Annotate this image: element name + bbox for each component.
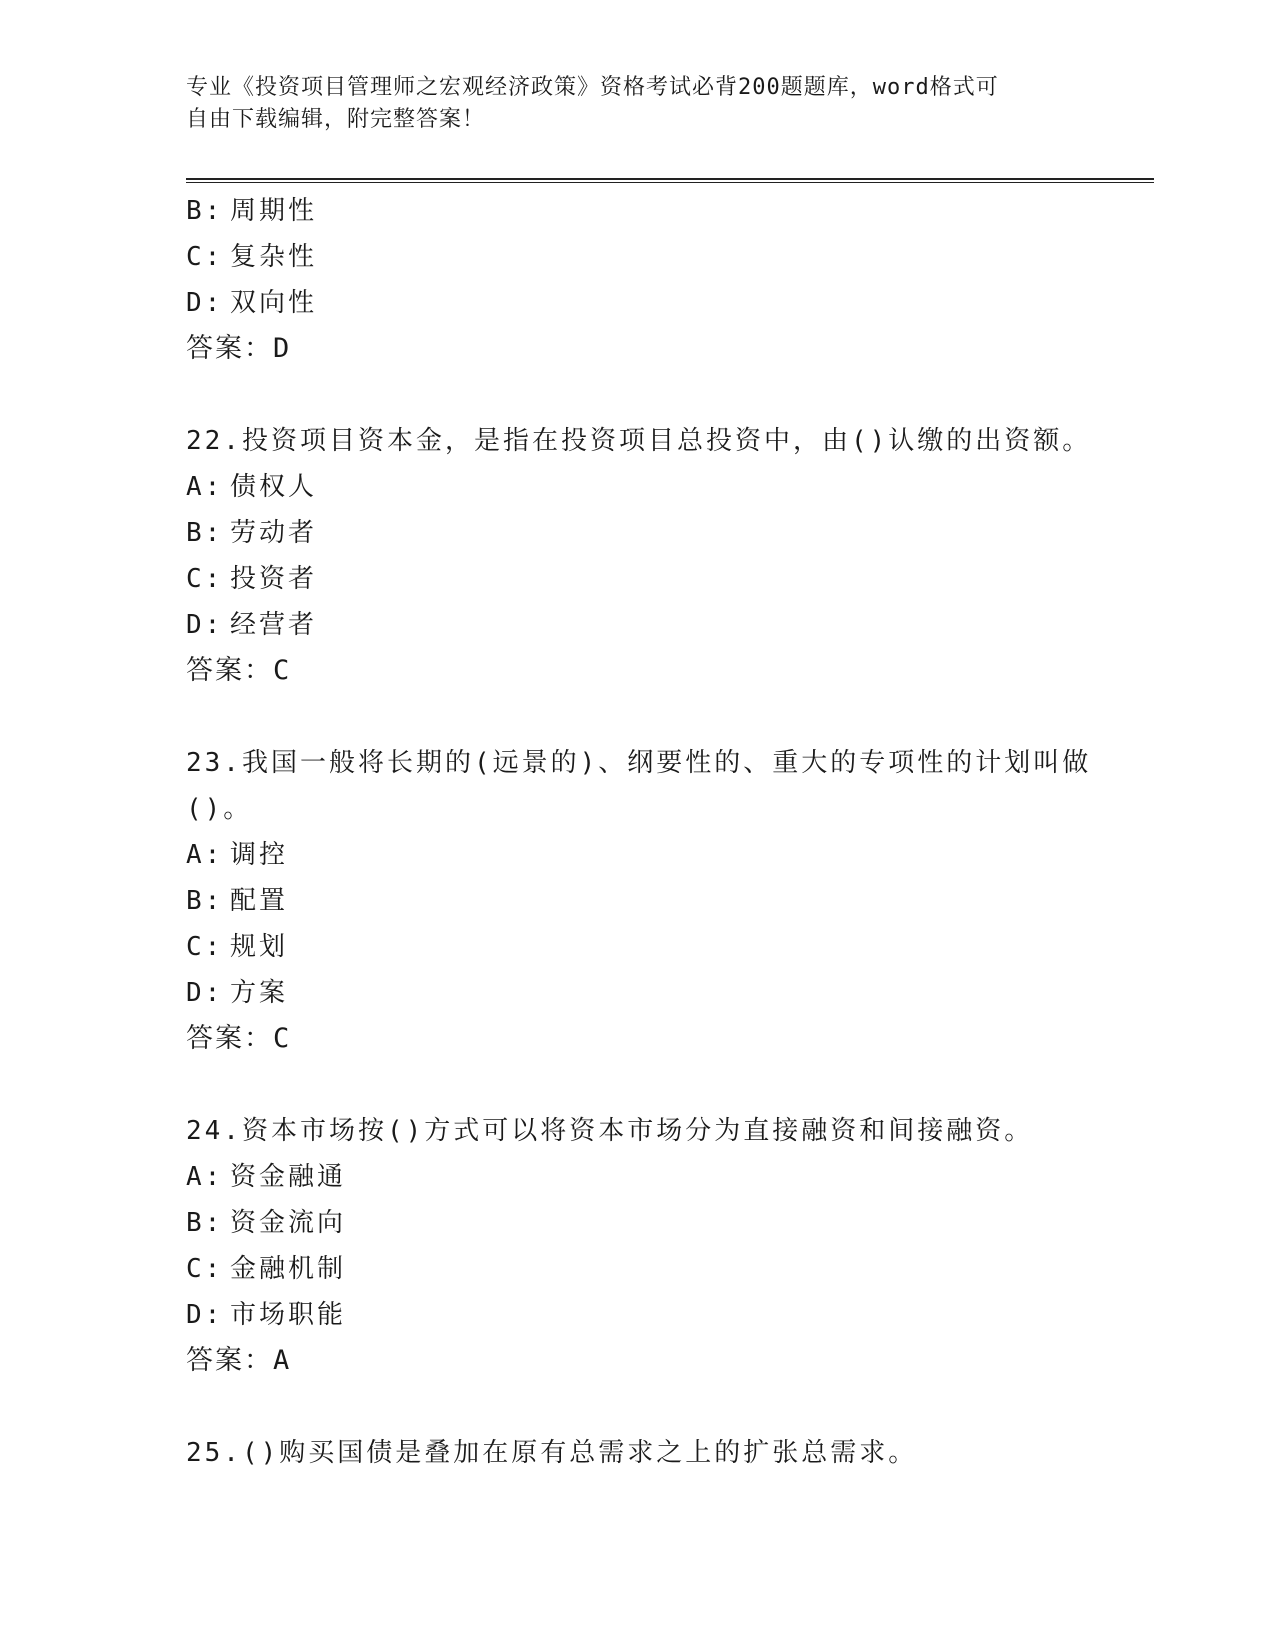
option-d: D: 经营者 [186, 610, 318, 640]
question-23 [186, 740, 1092, 1062]
question-25 [186, 1430, 1086, 1476]
header-divider [186, 178, 1154, 183]
option-c: C: 投资者 [186, 564, 318, 594]
spacer [186, 1384, 1086, 1430]
question-22 [186, 418, 1092, 694]
spacer [186, 694, 1086, 740]
page-header [186, 72, 1066, 136]
option-d: D: 双向性 [186, 288, 318, 318]
question-24 [186, 1108, 1086, 1384]
option-c: C: 复杂性 [186, 242, 318, 272]
spacer [186, 1062, 1086, 1108]
option-d: D: 市场职能 [186, 1300, 347, 1330]
option-d: D: 方案 [186, 978, 289, 1008]
option-a: A: 调控 [186, 840, 289, 870]
option-c: C: 金融机制 [186, 1254, 347, 1284]
spacer [186, 372, 1086, 418]
header-line-1: 专业《投资项目管理师之宏观经济政策》资格考试必背200题题库，word格式可 [186, 75, 999, 100]
option-b: B: 资金流向 [186, 1208, 347, 1238]
answer: 答案：A [186, 1345, 292, 1376]
question-stem: 22.投资项目资本金，是指在投资项目总投资中，由()认缴的出资额。 [186, 426, 1092, 456]
option-b: B: 配置 [186, 886, 289, 916]
answer: 答案：C [186, 1023, 292, 1054]
header-line-2: 自由下载编辑，附完整答案！ [186, 107, 486, 132]
option-a: A: 债权人 [186, 472, 318, 502]
answer: 答案：D [186, 333, 292, 364]
question-21 [186, 188, 1086, 372]
answer: 答案：C [186, 655, 292, 686]
question-stem-line-2: ()。 [186, 794, 253, 824]
question-stem: 25.()购买国债是叠加在原有总需求之上的扩张总需求。 [186, 1438, 918, 1468]
question-list [186, 188, 1092, 1476]
option-a: A: 资金融通 [186, 1162, 347, 1192]
option-b: B: 周期性 [186, 196, 318, 226]
option-b: B: 劳动者 [186, 518, 318, 548]
question-stem: 24.资本市场按()方式可以将资本市场分为直接融资和间接融资。 [186, 1116, 1034, 1146]
option-c: C: 规划 [186, 932, 289, 962]
question-stem-line-1: 23.我国一般将长期的(远景的)、纲要性的、重大的专项性的计划叫做 [186, 748, 1092, 778]
